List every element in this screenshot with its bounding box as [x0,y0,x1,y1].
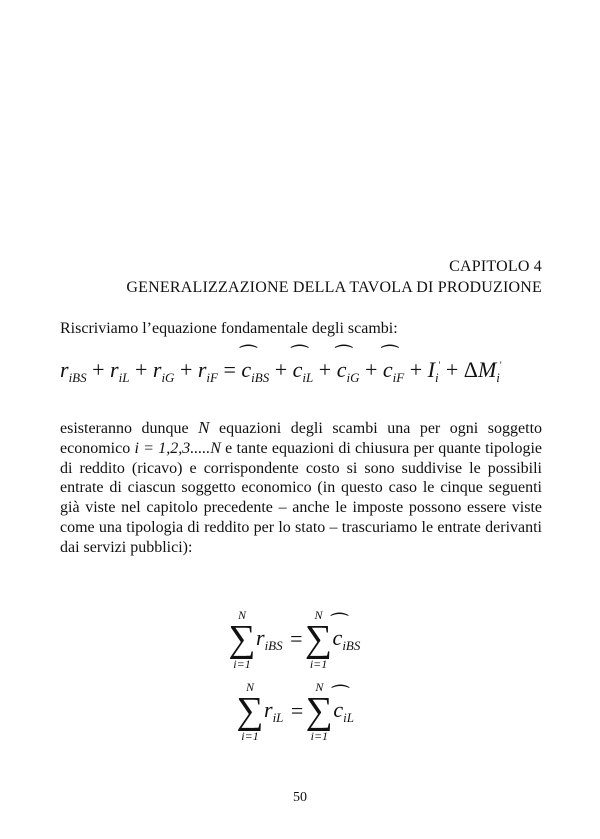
sum-symbol: N ∑ i=1 [305,680,333,743]
sum-symbol: N ∑ i=1 [305,608,333,671]
closure-equation-l: N ∑ i=1 $r_{iL}$ = N ∑ i=1 ⁀ $c_{iL}$ [236,692,354,730]
body-text-1: esisteranno dunque [60,420,199,437]
sum-symbol: N ∑ i=1 [236,680,264,743]
intro-paragraph: Riscriviamo l’equazione fondamentale degli scambi: [60,320,398,337]
chapter-number: CAPITOLO 4 [449,258,542,275]
body-text-2: equazioni degli scambi una per ogni soggetto economico [60,420,543,457]
fundamental-equation: $r_{iBS} + r_{iL} + r_{iG} + r_{iF}$ = ⁀ $c_{iBS}$ + ⁀ $c_{iL}$ + ⁀ $c_{iG}$ + ⁀ $c_{iF} + I_i' + \Delta M_i'$ [60,357,542,397]
sum-symbol: N ∑ i=1 [228,608,256,671]
chapter-title: GENERALIZZAZIONE DELLA TAVOLA DI PRODUZIONE [126,279,542,296]
index-expression: i = 1,2,3.....N [134,439,221,457]
body-text-3: e tante equazioni di chiusura per quante tipologie di reddito (ricavo) e corrispondente costo si sono suddivise le possibili entrate di ciascun soggetto economico (in questo caso le cinque seguenti già viste nel capitolo precedente – anche le imposte possono essere viste come una tipologia di reddito per lo stato – trascuriamo le entrate derivanti dai servizi pubblici): [60,439,542,556]
var-n: N [198,418,210,437]
closure-equation-bs: N ∑ i=1 $r_{iBS}$ = N ∑ i=1 ⁀ $c_{iBS}$ [228,620,360,658]
page-number: 50 [293,790,307,805]
body-paragraph [60,418,542,558]
